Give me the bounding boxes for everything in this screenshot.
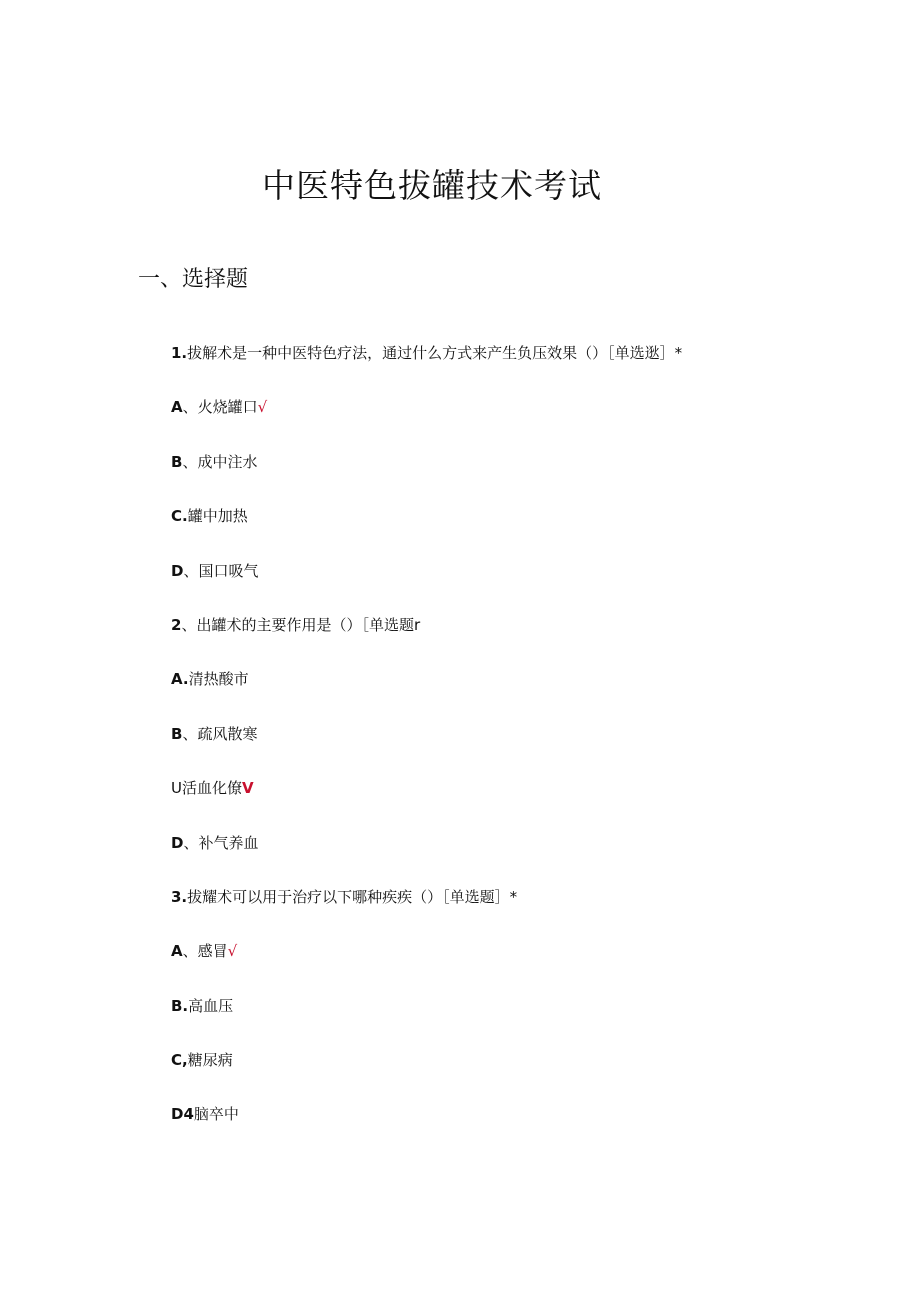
- option-letter: C.: [171, 507, 188, 525]
- question-number: 2: [171, 616, 182, 634]
- question-text: 拔解术是一种中医特色疗法，通过什么方式来产生负压效果（）［单选逖］*: [187, 344, 683, 362]
- option-text: 、感冒: [182, 942, 228, 960]
- option-text: 、成中注水: [182, 453, 258, 471]
- question-1-option-c: [171, 504, 248, 528]
- option-text: 罐中加热: [187, 507, 248, 525]
- option-letter: A.: [171, 670, 189, 688]
- option-text: 、补气养血: [183, 834, 259, 852]
- question-number: 3.: [171, 888, 188, 906]
- question-2-option-c: [171, 776, 254, 800]
- option-text: 糖尿病: [187, 1051, 233, 1069]
- option-letter: B.: [171, 997, 189, 1015]
- option-letter: D: [171, 562, 184, 580]
- option-text: 脑卒中: [193, 1105, 239, 1123]
- question-2-option-a: [171, 667, 249, 691]
- question-text: 、出罐术的主要作用是（）［单选题r: [181, 616, 421, 634]
- option-letter: D: [171, 834, 184, 852]
- question-1-stem: [171, 341, 682, 365]
- option-letter: D4: [171, 1105, 194, 1123]
- correct-mark: √: [257, 398, 268, 416]
- option-text: 、火烧罐口: [182, 398, 258, 416]
- question-3-option-a: [171, 939, 237, 963]
- question-2-option-b: [171, 722, 257, 746]
- option-text: 高血压: [188, 997, 234, 1015]
- question-1-option-d: [171, 559, 258, 583]
- option-letter: C,: [171, 1051, 188, 1069]
- question-text: 拔耀术可以用于治疗以下哪种疾疾（）［单选题］*: [187, 888, 518, 906]
- correct-mark: √: [227, 942, 238, 960]
- question-3-stem: [171, 885, 517, 909]
- correct-mark: V: [241, 779, 254, 797]
- option-letter: B: [171, 725, 183, 743]
- question-number: 1.: [171, 344, 188, 362]
- option-letter: A: [171, 398, 183, 416]
- option-letter: A: [171, 942, 183, 960]
- question-2-option-d: [171, 831, 258, 855]
- question-3-option-c: [171, 1048, 233, 1072]
- option-text: 、国口吸气: [183, 562, 259, 580]
- option-text: 清热酸市: [188, 670, 249, 688]
- option-text: U活血化僚: [171, 779, 242, 797]
- section-heading: 一、选择题: [138, 267, 249, 292]
- option-text: 、疏风散寒: [182, 725, 258, 743]
- question-1-option-a: [171, 395, 267, 419]
- question-3-option-b: [171, 994, 233, 1018]
- question-2-stem: [171, 613, 420, 637]
- option-letter: B: [171, 453, 183, 471]
- question-1-option-b: [171, 450, 257, 474]
- exam-title: 中医特色拔罐技术考试: [262, 166, 602, 205]
- question-3-option-d: [171, 1102, 239, 1126]
